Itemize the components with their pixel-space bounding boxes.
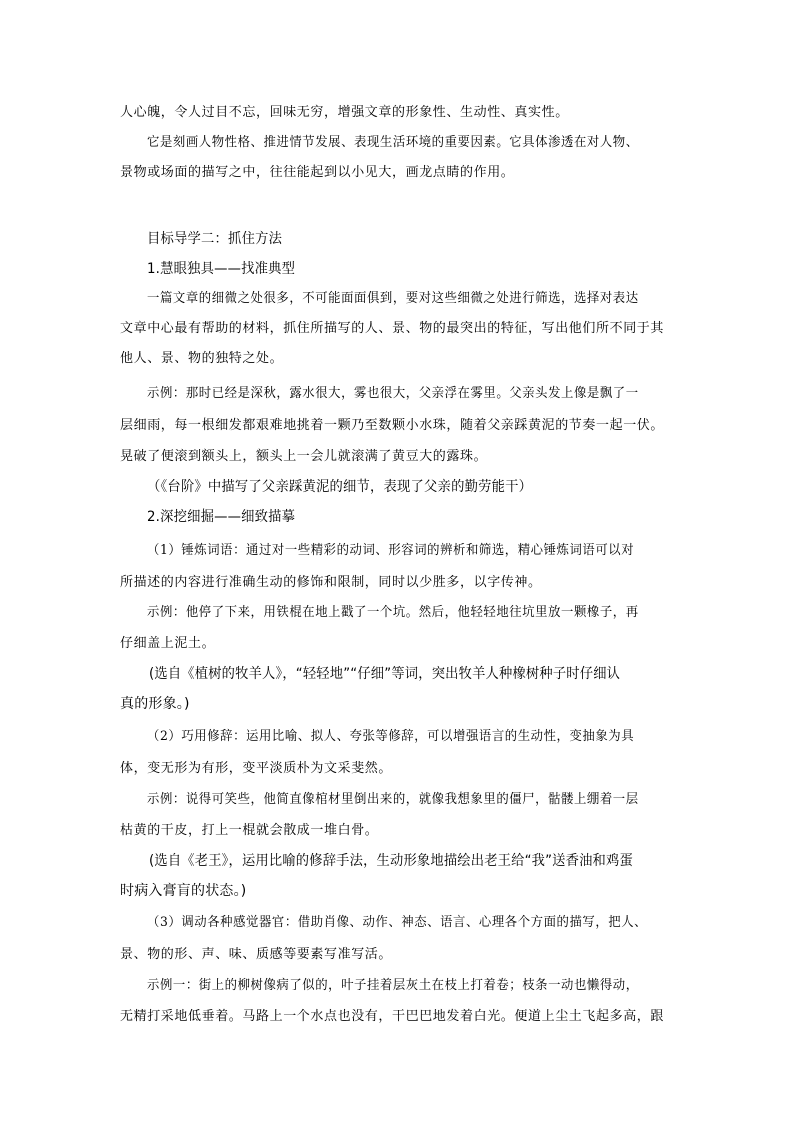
sub-2-note-line: (选自《老王》，运用比喻的修辞手法，生动形象地描绘出老王给“我”送香油和鸡蛋	[149, 853, 633, 869]
method-1-example-line: 示例：那时已经是深秋，露水很大，雾也很大，父亲浮在雾里。父亲头发上像是飘了一	[147, 386, 639, 401]
sub-1-note-line: 真的形象。)	[120, 696, 190, 712]
section-title: 目标导学二：抓住方法	[147, 231, 283, 247]
method-1-text-line: 文章中心最有帮助的材料，抓住所描写的人、景、物的最突出的特征，写出他们所不同于其	[120, 321, 665, 336]
sub-2-note-line: 时病入膏肓的状态。)	[120, 883, 247, 899]
paragraph-1-line: 人心魄，令人过目不忘，回味无穷，增强文章的形象性、生动性、真实性。	[120, 105, 569, 120]
sub-3-example-line: 示例一：街上的柳树像病了似的，叶子挂着层灰土在枝上打着卷；枝条一动也懒得动，	[147, 978, 639, 993]
sub-1-text-line: （1）锤炼词语：通过对一些精彩的动词、形容词的辨析和筛选，精心锤炼词语可以对	[147, 543, 635, 558]
method-1-text-line: 他人、景、物的独特之处。	[120, 351, 284, 366]
method-1-text-line: 一篇文章的细微之处很多，不可能面面俱到，要对这些细微之处进行筛选，选择对表达	[147, 291, 639, 306]
sub-3-example-line: 无精打采地低垂着。马路上一个水点也没有，干巴巴地发着白光。便道上尘土飞起多高，跟	[120, 1009, 665, 1024]
method-1-heading: 1.慧眼独具——找准典型	[147, 261, 296, 277]
sub-2-example-line: 示例：说得可笑些，他简直像棺材里倒出来的，就像我想象里的僵尸，骷髅上绷着一层	[147, 792, 639, 807]
sub-2-text-line: （2）巧用修辞：运用比喻、拟人、夸张等修辞，可以增强语言的生动性，变抽象为具	[147, 729, 635, 744]
sub-3-text-line: （3）调动各种感觉器官：借助肖像、动作、神态、语言、心理各个方面的描写，把人、	[147, 915, 648, 930]
method-1-example-line: 层细雨，每一根细发都艰难地挑着一颗乃至数颗小水珠，随着父亲踩黄泥的节奏一起一伏。	[120, 418, 665, 433]
sub-3-text-line: 景、物的形、声、味、质感等要素写准写活。	[120, 947, 393, 962]
method-1-example-line: 晃破了便滚到额头上，额头上一会儿就滚满了黄豆大的露珠。	[120, 449, 488, 464]
paragraph-2-line: 景物或场面的描写之中，往往能起到以小见大，画龙点睛的作用。	[120, 165, 515, 180]
sub-1-example-line: 示例：他停了下来，用铁棍在地上戳了一个坑。然后，他轻轻地往坑里放一颗橡子，再	[147, 605, 639, 620]
sub-1-text-line: 所描述的内容进行准确生动的修饰和限制，同时以少胜多，以字传神。	[120, 575, 542, 590]
sub-1-example-line: 仔细盖上泥土。	[120, 636, 216, 651]
method-1-note: （《台阶》中描写了父亲踩黄泥的细节，表现了父亲的勤劳能干）	[147, 479, 533, 495]
sub-2-example-line: 枯黄的干皮，打上一棍就会散成一堆白骨。	[120, 823, 379, 838]
sub-2-text-line: 体，变无形为有形，变平淡质朴为文采斐然。	[120, 761, 393, 776]
method-2-heading: 2.深挖细掘——细致描摹	[147, 509, 296, 525]
sub-1-note-line: (选自《植树的牧羊人》，“轻轻地”“仔细”等词，突出牧羊人种橡树种子时仔细认	[149, 666, 621, 682]
paragraph-2-line: 它是刻画人物性格、推进情节发展、表现生活环境的重要因素。它具体渗透在对人物、	[147, 135, 639, 150]
